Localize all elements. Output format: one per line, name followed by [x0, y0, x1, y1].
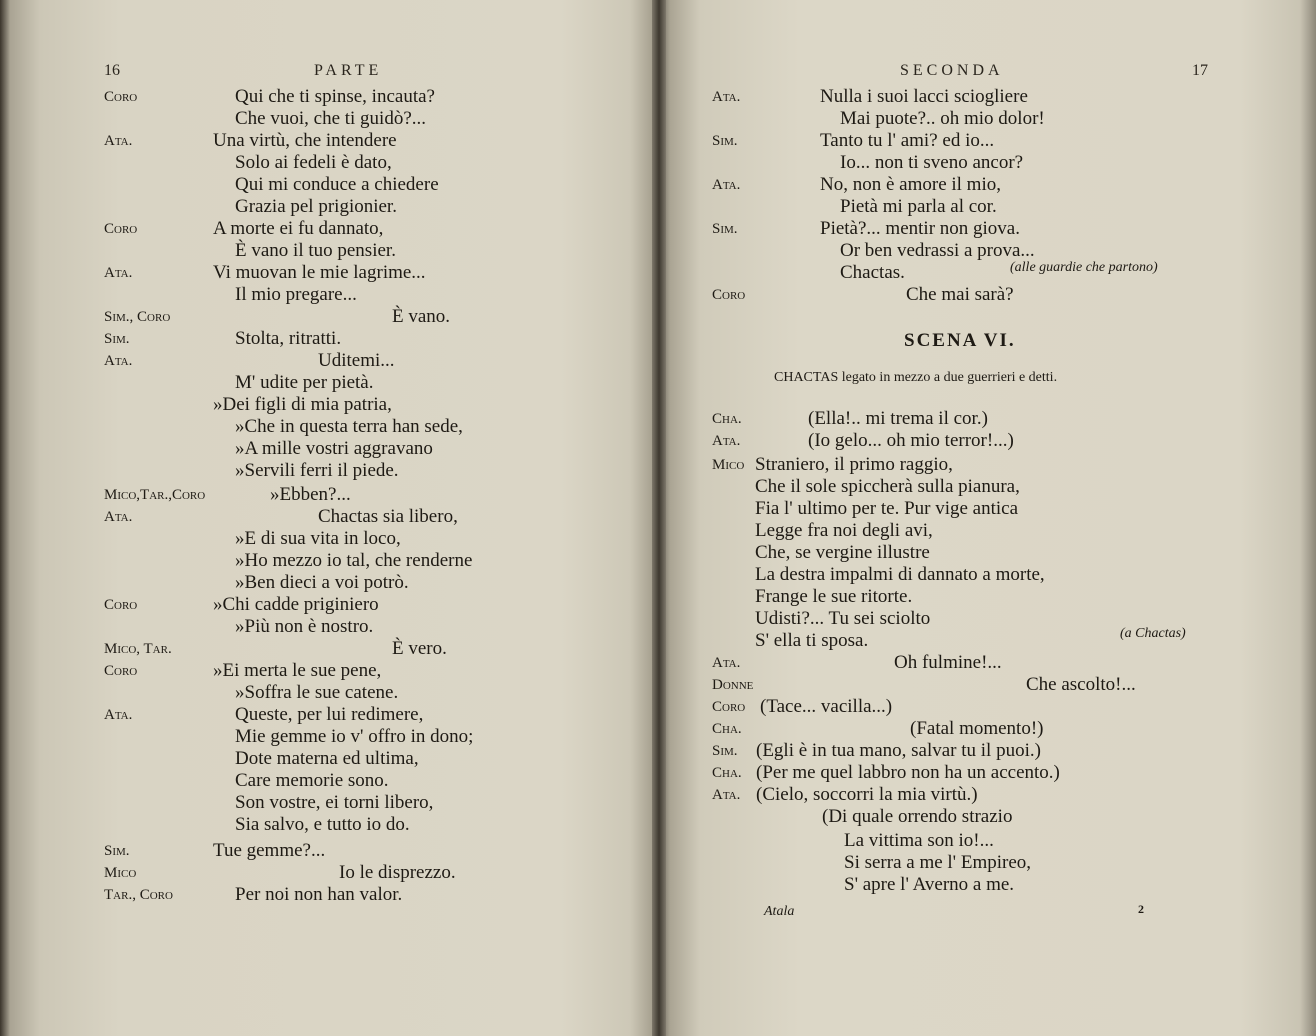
speaker-label: Coro	[712, 287, 746, 303]
verse-line: Il mio pregare...	[235, 284, 357, 305]
verse-line: Care memorie sono.	[235, 770, 389, 791]
speaker-label: Sim.	[104, 331, 130, 347]
verse-line: (Egli è in tua mano, salvar tu il puoi.)	[756, 740, 1041, 761]
verse-line: »Soffra le sue catene.	[235, 682, 399, 703]
verse-line: Fia l' ultimo per te. Pur vige antica	[755, 498, 1019, 519]
verse-line: Che ascolto!...	[1026, 674, 1136, 695]
verse-line: È vano.	[392, 306, 451, 327]
verse-line: Mai puote?.. oh mio dolor!	[840, 108, 1045, 129]
verse-line: »Ho mezzo io tal, che renderne	[235, 550, 473, 571]
speaker-label: Tar., Coro	[104, 887, 173, 903]
verse-line: Una virtù, che intendere	[213, 130, 397, 151]
right-page	[660, 0, 1316, 1036]
speaker-label: Ata.	[712, 177, 741, 193]
verse-line: »Più non è nostro.	[235, 616, 374, 637]
speaker-label: Sim.	[712, 221, 738, 237]
verse-line: Tanto tu l' ami? ed io...	[820, 130, 995, 151]
speaker-label: Coro	[712, 699, 746, 715]
speaker-label: Cha.	[712, 411, 742, 427]
speaker-label: Sim.	[104, 843, 130, 859]
verse-line: Straniero, il primo raggio,	[755, 454, 953, 475]
verse-line: Qui che ti spinse, incauta?	[235, 86, 435, 107]
verse-line: Or ben vedrassi a prova...	[840, 240, 1035, 261]
book-gutter	[652, 0, 666, 1036]
verse-line: »Ben dieci a voi potrò.	[235, 572, 409, 593]
speaker-label: Ata.	[712, 787, 741, 803]
verse-line: No, non è amore il mio,	[820, 174, 1001, 195]
verse-line: »Ei merta le sue pene,	[213, 660, 382, 681]
verse-line: Nulla i suoi lacci sciogliere	[820, 86, 1028, 107]
running-head: PARTE	[314, 62, 383, 79]
verse-line: Sia salvo, e tutto io do.	[235, 814, 410, 835]
verse-line: È vano il tuo pensier.	[235, 240, 396, 261]
verse-line: »Servili ferri il piede.	[235, 460, 399, 481]
verse-line: La vittima son io!...	[844, 830, 994, 851]
speaker-label: Cha.	[712, 765, 742, 781]
page-number: 16	[104, 62, 120, 79]
speaker-label: Sim., Coro	[104, 309, 171, 325]
verse-line: (Ella!.. mi trema il cor.)	[808, 408, 988, 429]
verse-line: Io le disprezzo.	[339, 862, 456, 883]
verse-line: Vi muovan le mie lagrime...	[213, 262, 426, 283]
verse-line: Pietà mi parla al cor.	[840, 196, 997, 217]
verse-line: »Che in questa terra han sede,	[235, 416, 463, 437]
stage-direction: (alle guardie che partono)	[1010, 260, 1158, 275]
page-number: 17	[1192, 62, 1208, 79]
verse-line: (Di quale orrendo strazio	[822, 806, 1013, 827]
verse-line: (Tace... vacilla...)	[760, 696, 893, 717]
speaker-label: Cha.	[712, 721, 742, 737]
speaker-label: Ata.	[104, 509, 133, 525]
verse-line: (Cielo, soccorri la mia virtù.)	[756, 784, 978, 805]
speaker-label: Coro	[104, 221, 138, 237]
verse-line: Per noi non han valor.	[235, 884, 403, 905]
speaker-label: Mico, Tar.	[104, 641, 172, 657]
footer-title: Atala	[764, 904, 795, 919]
verse-line: Si serra a me l' Empireo,	[844, 852, 1032, 873]
speaker-label: Sim.	[712, 133, 738, 149]
scene-description: CHACTAS legato in mezzo a due guerrieri e detti.	[774, 370, 1058, 385]
verse-line: (Per me quel labbro non ha un accento.)	[756, 762, 1060, 783]
speaker-label: Ata.	[712, 655, 741, 671]
speaker-label: Ata.	[104, 133, 133, 149]
verse-line: È vero.	[392, 638, 447, 659]
verse-line: Legge fra noi degli avi,	[755, 520, 933, 541]
verse-line: Mie gemme io v' offro in dono;	[235, 726, 474, 747]
speaker-label: Ata.	[104, 707, 133, 723]
speaker-label: Coro	[104, 663, 138, 679]
speaker-label: Ata.	[104, 353, 133, 369]
verse-line: (Fatal momento!)	[910, 718, 1044, 739]
speaker-label: Coro	[104, 89, 138, 105]
speaker-label: Sim.	[712, 743, 738, 759]
verse-line: Chactas.	[840, 262, 905, 283]
speaker-label: Ata.	[104, 265, 133, 281]
verse-line: Uditemi...	[318, 350, 395, 371]
verse-line: Dote materna ed ultima,	[235, 748, 419, 769]
speaker-label: Donne	[712, 677, 754, 693]
verse-line: Pietà?... mentir non giova.	[820, 218, 1020, 239]
verse-line: »E di sua vita in loco,	[235, 528, 401, 549]
verse-line: Oh fulmine!...	[894, 652, 1002, 673]
speaker-label: Ata.	[712, 89, 741, 105]
verse-line: Solo ai fedeli è dato,	[235, 152, 392, 173]
verse-line: »Chi cadde priginiero	[213, 594, 379, 615]
verse-line: Stolta, ritratti.	[235, 328, 342, 349]
speaker-label: Mico,Tar.,Coro	[104, 487, 206, 503]
verse-line: Son vostre, ei torni libero,	[235, 792, 434, 813]
verse-line: Tue gemme?...	[213, 840, 326, 861]
verse-line: Io... non ti sveno ancor?	[840, 152, 1024, 173]
verse-line: Che vuoi, che ti guidò?...	[235, 108, 427, 129]
stage-direction: (a Chactas)	[1120, 626, 1186, 641]
speaker-label: Coro	[104, 597, 138, 613]
verse-line: »Ebben?...	[270, 484, 351, 505]
verse-line: A morte ei fu dannato,	[213, 218, 384, 239]
verse-line: M' udite per pietà.	[235, 372, 374, 393]
verse-line: S' apre l' Averno a me.	[844, 874, 1015, 895]
verse-line: Che il sole spiccherà sulla pianura,	[755, 476, 1020, 497]
verse-line: Queste, per lui redimere,	[235, 704, 424, 725]
verse-line: »A mille vostri aggravano	[235, 438, 433, 459]
verse-line: S' ella ti sposa.	[755, 630, 869, 651]
verse-line: (Io gelo... oh mio terror!...)	[808, 430, 1014, 451]
speaker-label: Mico	[104, 865, 137, 881]
verse-line: Che, se vergine illustre	[755, 542, 930, 563]
verse-line: »Dei figli di mia patria,	[213, 394, 392, 415]
verse-line: Qui mi conduce a chiedere	[235, 174, 439, 195]
speaker-label: Mico	[712, 457, 745, 473]
verse-line: Chactas sia libero,	[318, 506, 458, 527]
verse-line: La destra impalmi di dannato a morte,	[755, 564, 1045, 585]
scene-title: SCENA VI.	[904, 330, 1016, 351]
verse-line: Udisti?... Tu sei sciolto	[755, 608, 931, 629]
verse-line: Che mai sarà?	[906, 284, 1014, 305]
signature-mark: 2	[1138, 902, 1144, 916]
verse-line: Grazia pel prigionier.	[235, 196, 397, 217]
verse-line: Frange le sue ritorte.	[755, 586, 913, 607]
speaker-label: Ata.	[712, 433, 741, 449]
running-head: SECONDA	[900, 62, 1004, 79]
